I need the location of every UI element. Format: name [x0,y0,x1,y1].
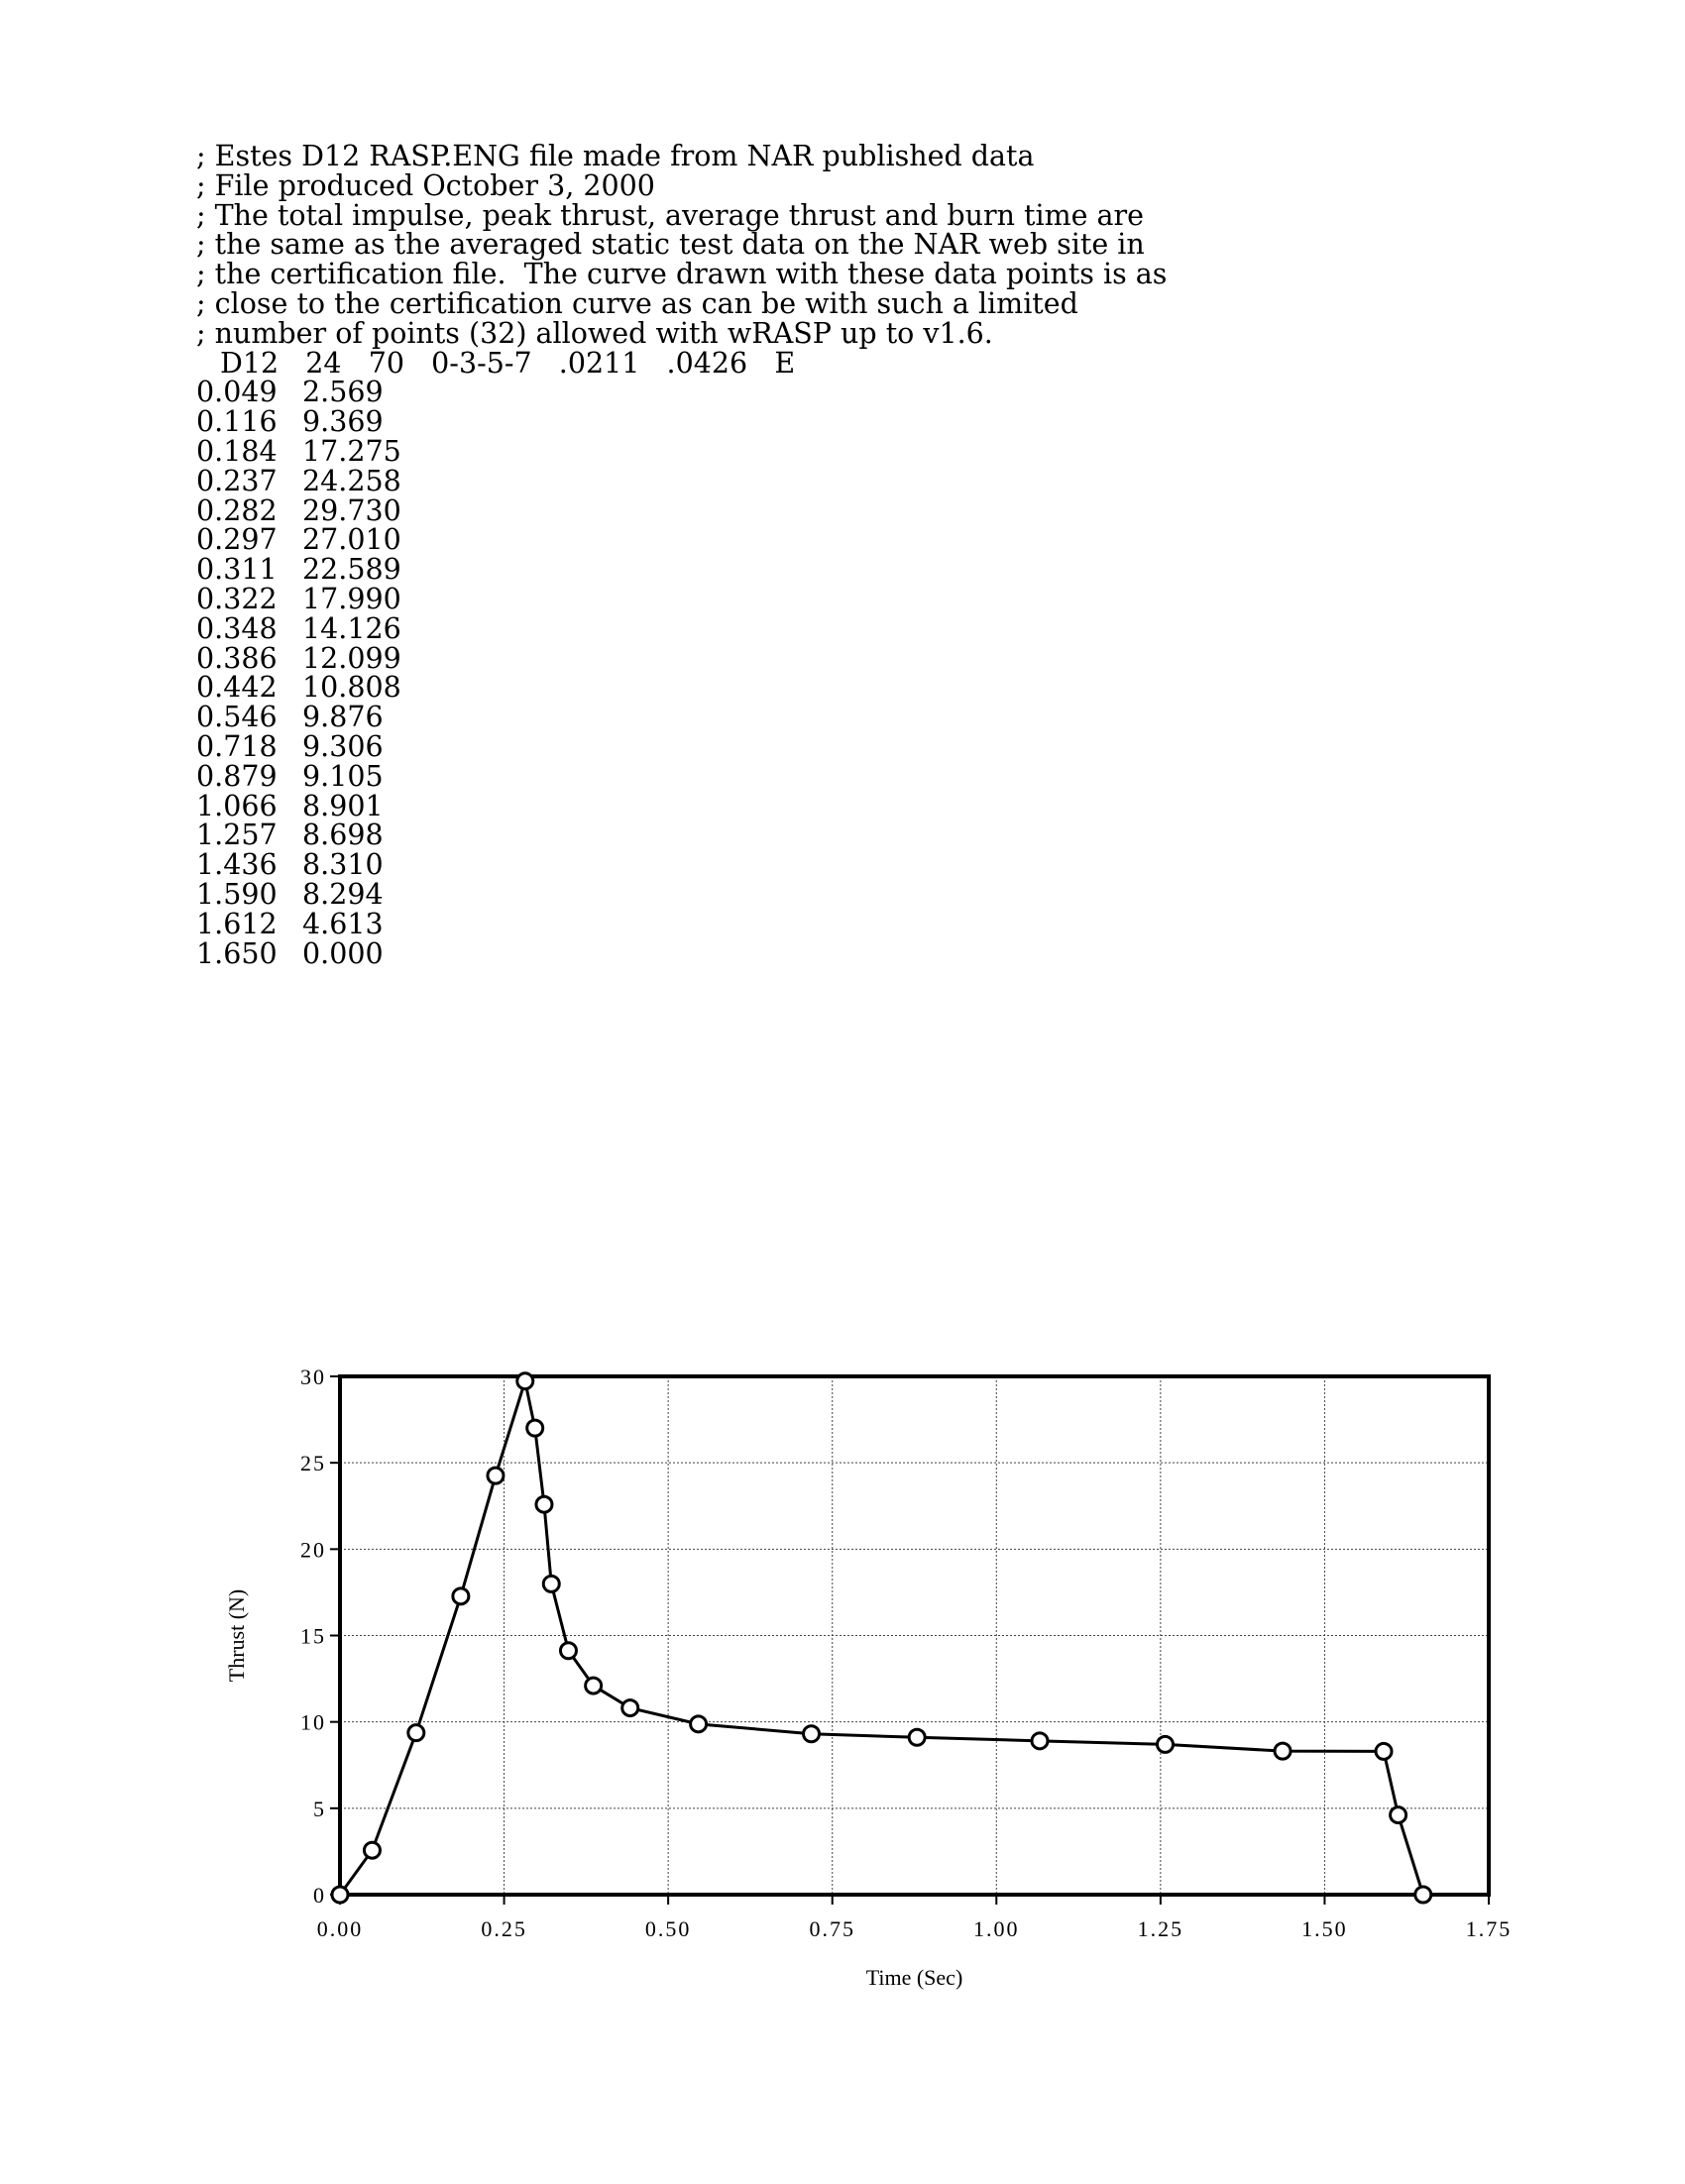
x-tick-label: 1.25 [1137,1916,1184,1941]
data-point [1415,1887,1431,1903]
data-point [586,1678,602,1693]
data-point [527,1420,543,1436]
data-point [804,1726,820,1742]
data-point [364,1842,380,1858]
comment-line: ; Estes D12 RASP.ENG file made from NAR published data [196,140,1035,172]
data-point [560,1643,576,1659]
y-tick-label: 5 [313,1796,326,1821]
series-line [332,1373,1431,1903]
x-axis-label: Time (Sec) [865,1965,963,1990]
thrust-value: 17.990 [302,582,401,615]
series-polyline [340,1381,1423,1895]
comment-line: ; The total impulse, peak thrust, average thrust and burn time are [196,198,1145,232]
time-value: 0.546 [196,701,278,734]
comment-line: ; number of points (32) allowed with wRASP up to v1.6. [196,316,993,350]
x-tick-label: 1.75 [1465,1916,1513,1941]
x-tick-label: 0.75 [809,1916,855,1941]
data-point [909,1729,925,1745]
time-value: 0.297 [196,523,278,557]
comment-line: ; the certification file. The curve drawn with these data points is as [196,258,1168,291]
time-value: 0.237 [196,464,278,497]
time-value: 0.718 [196,729,278,763]
time-value: 1.650 [196,936,278,970]
x-tick-label: 0.00 [316,1916,364,1941]
time-value: 0.442 [196,671,278,705]
thrust-value: 17.275 [302,434,401,468]
time-value: 0.282 [196,493,278,527]
comment-line: ; the same as the averaged static test data on the NAR web site in [196,228,1145,262]
thrust-value: 2.569 [302,376,384,409]
y-tick-label: 15 [300,1623,326,1649]
x-tick-label: 1.50 [1301,1916,1348,1941]
time-value: 0.386 [196,641,278,675]
data-point [1157,1736,1173,1752]
thrust-value: 9.306 [302,729,384,763]
y-axis-label: Thrust (N) [224,1588,249,1683]
y-tick-label: 10 [300,1709,326,1735]
thrust-value: 0.000 [302,936,384,970]
comment-line: ; File produced October 3, 2000 [196,168,655,202]
x-tick-label: 1.00 [973,1916,1020,1941]
thrust-value: 8.698 [302,819,384,852]
time-value: 0.116 [196,405,278,439]
thrust-value: 14.126 [302,611,401,645]
thrust-value: 8.294 [302,877,384,911]
thrust-value: 27.010 [302,523,401,557]
data-point [408,1725,424,1741]
x-tick-label: 0.25 [481,1916,527,1941]
y-tick-label: 20 [300,1537,326,1563]
thrust-value: 22.589 [302,553,401,587]
time-value: 0.879 [196,759,278,793]
time-value: 1.612 [196,907,278,940]
time-value: 0.184 [196,434,278,468]
thrust-value: 9.105 [302,759,384,793]
comment-line: ; close to the certification curve as can be with such a limited [196,286,1078,320]
thrust-value: 10.808 [302,671,401,705]
data-point [1391,1807,1406,1823]
y-tick-label: 25 [300,1451,326,1476]
thrust-value: 8.310 [302,848,384,882]
data-point [332,1887,348,1903]
thrust-value: 9.876 [302,701,384,734]
data-point [1376,1743,1392,1759]
y-tick-label: 30 [300,1365,326,1389]
data-point [543,1576,559,1591]
time-value: 1.436 [196,848,278,882]
data-point [488,1468,504,1483]
y-tick-label: 0 [313,1883,326,1908]
data-point [622,1700,638,1716]
axes [300,1365,1512,1941]
data-point [517,1373,533,1389]
data-point [1275,1743,1291,1759]
time-value: 1.066 [196,789,278,822]
thrust-value: 24.258 [302,464,401,497]
grid-lines [340,1376,1489,1895]
time-value: 1.257 [196,819,278,852]
thrust-value: 8.901 [302,789,384,822]
thrust-value: 12.099 [302,641,401,675]
x-tick-label: 0.50 [644,1916,692,1941]
data-point [536,1496,552,1512]
data-point [691,1716,707,1732]
time-value: 0.049 [196,376,278,409]
data-point [1032,1733,1048,1749]
thrust-value: 4.613 [302,907,384,940]
thrust-value: 29.730 [302,493,401,527]
time-value: 0.348 [196,611,278,645]
motor-header-line: D12 24 70 0-3-5-7 .0211 .0426 E [220,346,796,380]
time-value: 0.311 [196,553,278,587]
time-value: 0.322 [196,582,278,615]
time-value: 1.590 [196,877,278,911]
data-point [453,1588,469,1604]
thrust-value: 9.369 [302,405,384,439]
